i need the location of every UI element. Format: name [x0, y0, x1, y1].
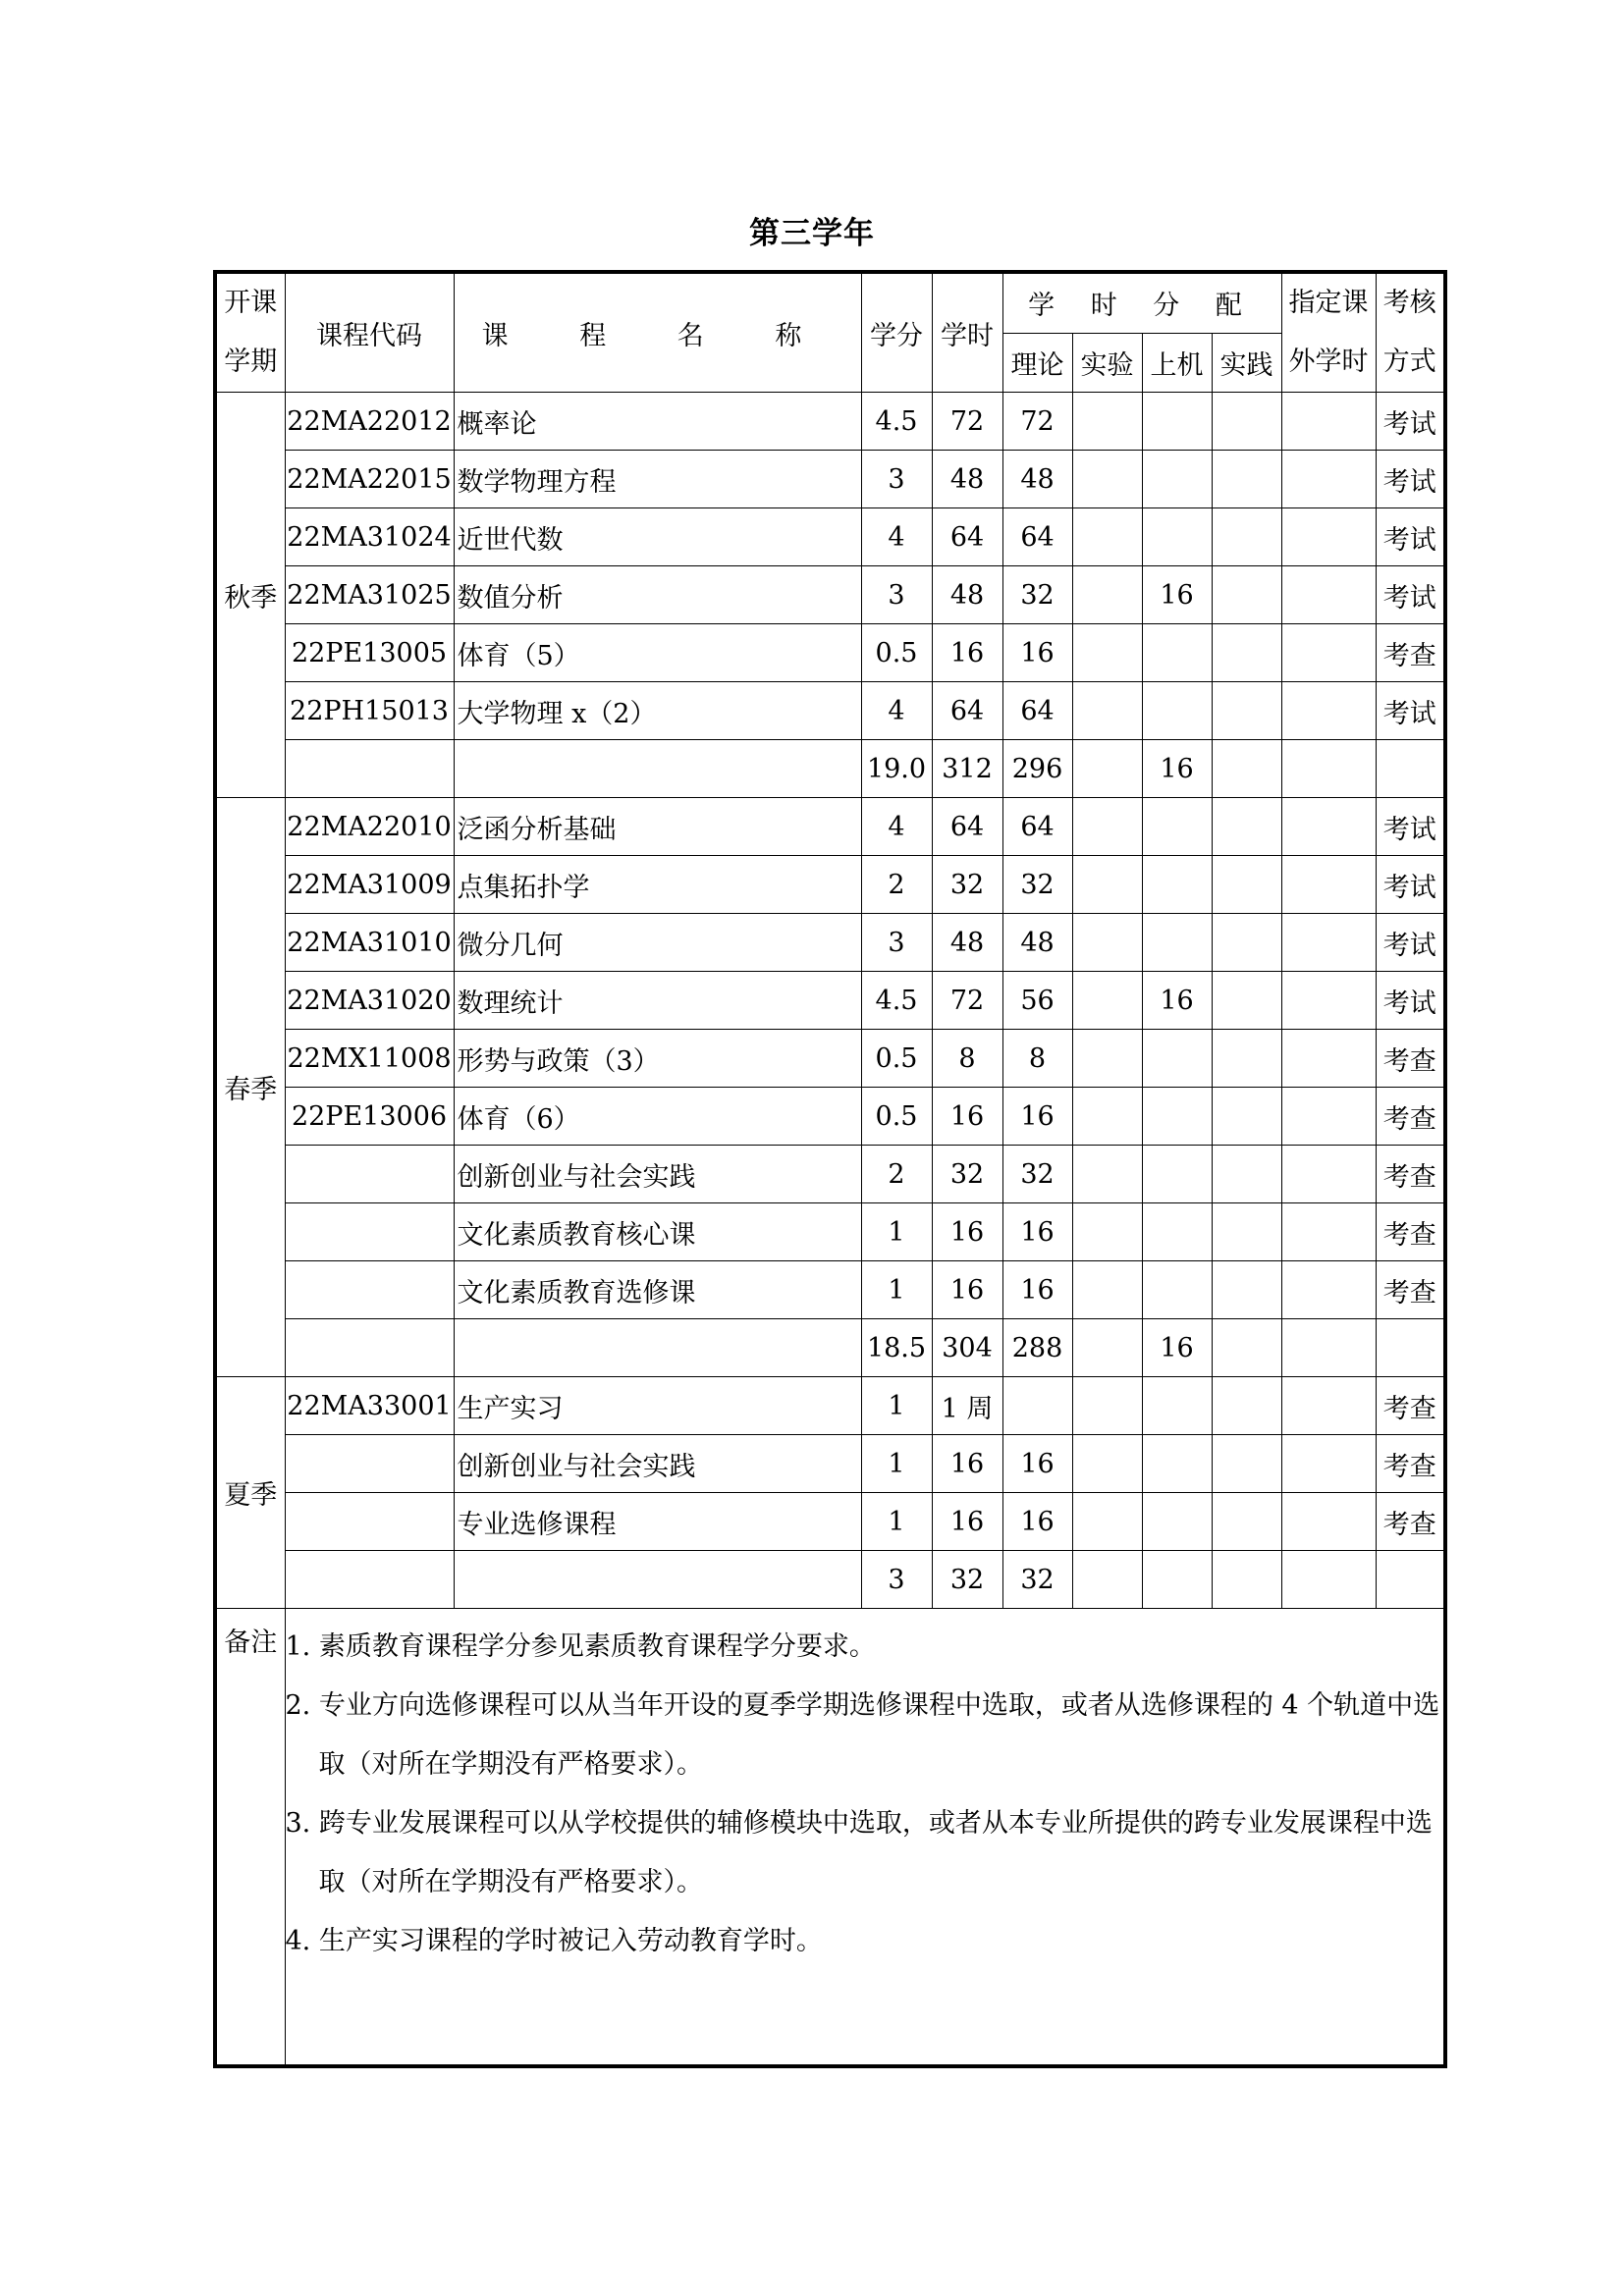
course-assessment: 考查 — [1376, 1088, 1445, 1146]
course-experiment — [1072, 1435, 1142, 1493]
course-extra — [1281, 566, 1376, 624]
course-credit: 3 — [861, 451, 932, 508]
course-code — [285, 1319, 454, 1377]
course-assessment: 考试 — [1376, 508, 1445, 566]
course-assessment — [1376, 1319, 1445, 1377]
course-theory: 16 — [1002, 1088, 1072, 1146]
course-hours: 32 — [932, 1146, 1002, 1203]
header-extra: 指定课外学时 — [1281, 272, 1376, 393]
course-theory: 288 — [1002, 1319, 1072, 1377]
course-credit: 3 — [861, 1551, 932, 1609]
course-computer — [1142, 508, 1212, 566]
course-name: 点集拓扑学 — [454, 856, 861, 914]
course-name: 体育（6） — [454, 1088, 861, 1146]
course-assessment — [1376, 1551, 1445, 1609]
course-code: 22PE13006 — [285, 1088, 454, 1146]
subtotal-row — [215, 740, 1445, 798]
table-row — [215, 393, 1445, 451]
course-practice — [1212, 1030, 1281, 1088]
course-code: 22MA31020 — [285, 972, 454, 1030]
course-practice — [1212, 451, 1281, 508]
course-computer — [1142, 624, 1212, 682]
note-item: 1. 素质教育课程学分参见素质教育课程学分要求。 — [285, 1631, 876, 1662]
course-computer — [1142, 682, 1212, 740]
course-theory: 48 — [1002, 914, 1072, 972]
course-credit: 4.5 — [861, 393, 932, 451]
course-code: 22MA33001 — [285, 1377, 454, 1435]
course-experiment — [1072, 972, 1142, 1030]
course-name: 泛函分析基础 — [454, 798, 861, 856]
table-row — [215, 914, 1445, 972]
course-practice — [1212, 1203, 1281, 1261]
course-extra — [1281, 508, 1376, 566]
course-experiment — [1072, 682, 1142, 740]
course-practice — [1212, 1493, 1281, 1551]
table-row — [215, 566, 1445, 624]
course-name: 体育（5） — [454, 624, 861, 682]
course-hours: 312 — [932, 740, 1002, 798]
course-practice — [1212, 508, 1281, 566]
course-practice — [1212, 1435, 1281, 1493]
header-experiment: 实验 — [1072, 333, 1142, 392]
course-extra — [1281, 1088, 1376, 1146]
table-row — [215, 1030, 1445, 1088]
course-hours: 32 — [932, 856, 1002, 914]
term-label: 夏季 — [215, 1377, 285, 1609]
table-row — [215, 1261, 1445, 1319]
course-hours: 16 — [932, 1088, 1002, 1146]
course-practice — [1212, 1319, 1281, 1377]
course-theory: 16 — [1002, 1435, 1072, 1493]
course-assessment: 考查 — [1376, 1146, 1445, 1203]
course-assessment — [1376, 740, 1445, 798]
course-experiment — [1072, 798, 1142, 856]
course-assessment: 考试 — [1376, 798, 1445, 856]
course-hours: 1 周 — [932, 1377, 1002, 1435]
course-theory: 48 — [1002, 451, 1072, 508]
course-theory — [1002, 1377, 1072, 1435]
course-theory: 16 — [1002, 1493, 1072, 1551]
course-assessment: 考试 — [1376, 856, 1445, 914]
course-experiment — [1072, 451, 1142, 508]
course-experiment — [1072, 740, 1142, 798]
course-computer: 16 — [1142, 566, 1212, 624]
course-theory: 64 — [1002, 798, 1072, 856]
course-credit: 3 — [861, 914, 932, 972]
course-computer — [1142, 393, 1212, 451]
course-extra — [1281, 972, 1376, 1030]
course-theory: 16 — [1002, 624, 1072, 682]
course-experiment — [1072, 1319, 1142, 1377]
table-row — [215, 798, 1445, 856]
course-credit: 3 — [861, 566, 932, 624]
course-name — [454, 1551, 861, 1609]
course-theory: 32 — [1002, 1146, 1072, 1203]
course-credit: 1 — [861, 1261, 932, 1319]
course-practice — [1212, 624, 1281, 682]
table-row — [215, 1377, 1445, 1435]
course-experiment — [1072, 1146, 1142, 1203]
course-credit: 19.0 — [861, 740, 932, 798]
course-practice — [1212, 1088, 1281, 1146]
note-item: 3. 跨专业发展课程可以从学校提供的辅修模块中选取，或者从本专业所提供的跨专业发展课程中选取（对所在学期没有严格要求）。 — [285, 1808, 1433, 1897]
table-row — [215, 508, 1445, 566]
course-code: 22MA31009 — [285, 856, 454, 914]
course-credit: 4 — [861, 682, 932, 740]
page-title: 第三学年 — [749, 216, 875, 251]
course-practice — [1212, 972, 1281, 1030]
course-theory: 296 — [1002, 740, 1072, 798]
course-credit: 0.5 — [861, 1030, 932, 1088]
table-row — [215, 856, 1445, 914]
course-extra — [1281, 1261, 1376, 1319]
course-experiment — [1072, 1261, 1142, 1319]
table-row — [215, 451, 1445, 508]
course-name — [454, 740, 861, 798]
course-hours: 16 — [932, 1261, 1002, 1319]
header-practice: 实践 — [1212, 333, 1281, 392]
notes-label: 备注 — [215, 1609, 285, 2066]
course-computer — [1142, 914, 1212, 972]
course-practice — [1212, 1146, 1281, 1203]
course-extra — [1281, 1551, 1376, 1609]
course-experiment — [1072, 1030, 1142, 1088]
course-hours: 72 — [932, 393, 1002, 451]
course-experiment — [1072, 856, 1142, 914]
course-name: 创新创业与社会实践 — [454, 1435, 861, 1493]
course-computer — [1142, 1551, 1212, 1609]
course-computer — [1142, 856, 1212, 914]
course-experiment — [1072, 1551, 1142, 1609]
course-computer — [1142, 1435, 1212, 1493]
header-term: 开课学期 — [215, 272, 285, 393]
course-name: 文化素质教育核心课 — [454, 1203, 861, 1261]
course-extra — [1281, 1030, 1376, 1088]
course-assessment: 考试 — [1376, 566, 1445, 624]
course-hours: 48 — [932, 566, 1002, 624]
table-row — [215, 1088, 1445, 1146]
course-credit: 1 — [861, 1435, 932, 1493]
header-hours: 学时 — [932, 272, 1002, 393]
course-assessment: 考试 — [1376, 972, 1445, 1030]
course-code: 22MA22015 — [285, 451, 454, 508]
course-experiment — [1072, 508, 1142, 566]
course-computer: 16 — [1142, 972, 1212, 1030]
course-credit: 4 — [861, 508, 932, 566]
note-item: 4. 生产实习课程的学时被记入劳动教育学时。 — [285, 1926, 823, 1956]
course-theory: 16 — [1002, 1261, 1072, 1319]
course-code: 22MA31025 — [285, 566, 454, 624]
course-code: 22MA31024 — [285, 508, 454, 566]
header-code: 课程代码 — [285, 272, 454, 393]
course-hours: 64 — [932, 682, 1002, 740]
course-code — [285, 1493, 454, 1551]
course-assessment: 考查 — [1376, 1261, 1445, 1319]
course-computer — [1142, 1377, 1212, 1435]
course-hours: 16 — [932, 1435, 1002, 1493]
course-practice — [1212, 393, 1281, 451]
course-hours: 64 — [932, 508, 1002, 566]
course-experiment — [1072, 1203, 1142, 1261]
course-hours: 48 — [932, 451, 1002, 508]
course-code: 22MA31010 — [285, 914, 454, 972]
course-name: 概率论 — [454, 393, 861, 451]
course-name: 数值分析 — [454, 566, 861, 624]
course-extra — [1281, 1377, 1376, 1435]
course-assessment: 考试 — [1376, 682, 1445, 740]
course-extra — [1281, 451, 1376, 508]
course-extra — [1281, 1146, 1376, 1203]
course-computer — [1142, 1088, 1212, 1146]
course-extra — [1281, 798, 1376, 856]
course-hours: 304 — [932, 1319, 1002, 1377]
table-row — [215, 1203, 1445, 1261]
course-theory: 32 — [1002, 856, 1072, 914]
course-assessment: 考试 — [1376, 393, 1445, 451]
course-credit: 18.5 — [861, 1319, 932, 1377]
course-experiment — [1072, 914, 1142, 972]
course-computer: 16 — [1142, 1319, 1212, 1377]
term-label: 春季 — [215, 798, 285, 1377]
course-hours: 32 — [932, 1551, 1002, 1609]
table-row — [215, 1493, 1445, 1551]
course-theory: 64 — [1002, 682, 1072, 740]
course-hours: 16 — [932, 1493, 1002, 1551]
course-practice — [1212, 914, 1281, 972]
course-experiment — [1072, 1377, 1142, 1435]
course-assessment: 考试 — [1376, 914, 1445, 972]
course-theory: 56 — [1002, 972, 1072, 1030]
course-code — [285, 1146, 454, 1203]
course-assessment: 考查 — [1376, 1377, 1445, 1435]
course-experiment — [1072, 393, 1142, 451]
course-practice — [1212, 740, 1281, 798]
course-practice — [1212, 682, 1281, 740]
course-name: 微分几何 — [454, 914, 861, 972]
table-row — [215, 1146, 1445, 1203]
course-computer — [1142, 1030, 1212, 1088]
header-credit: 学分 — [861, 272, 932, 393]
course-code — [285, 740, 454, 798]
course-computer — [1142, 451, 1212, 508]
course-extra — [1281, 1435, 1376, 1493]
header-theory: 理论 — [1002, 333, 1072, 392]
header-name: 课 程 名 称 — [454, 272, 861, 393]
course-name: 近世代数 — [454, 508, 861, 566]
course-name: 文化素质教育选修课 — [454, 1261, 861, 1319]
course-code — [285, 1551, 454, 1609]
course-assessment: 考试 — [1376, 451, 1445, 508]
course-computer — [1142, 1203, 1212, 1261]
course-experiment — [1072, 566, 1142, 624]
note-item: 2. 专业方向选修课程可以从当年开设的夏季学期选修课程中选取，或者从选修课程的 4 个轨道中选取（对所在学期没有严格要求）。 — [285, 1690, 1440, 1780]
course-name: 创新创业与社会实践 — [454, 1146, 861, 1203]
table-row — [215, 624, 1445, 682]
course-hours: 16 — [932, 624, 1002, 682]
course-hours: 8 — [932, 1030, 1002, 1088]
course-theory: 32 — [1002, 1551, 1072, 1609]
course-extra — [1281, 1203, 1376, 1261]
course-computer — [1142, 798, 1212, 856]
course-assessment: 考查 — [1376, 1203, 1445, 1261]
course-name: 大学物理 x（2） — [454, 682, 861, 740]
course-theory: 64 — [1002, 508, 1072, 566]
course-code: 22MA22010 — [285, 798, 454, 856]
course-hours: 48 — [932, 914, 1002, 972]
table-row — [215, 682, 1445, 740]
header-allocation: 学 时 分 配 — [1002, 272, 1281, 333]
course-credit: 0.5 — [861, 1088, 932, 1146]
course-hours: 64 — [932, 798, 1002, 856]
course-practice — [1212, 1261, 1281, 1319]
course-assessment: 考查 — [1376, 1493, 1445, 1551]
course-code: 22MX11008 — [285, 1030, 454, 1088]
term-label: 秋季 — [215, 393, 285, 798]
course-theory: 72 — [1002, 393, 1072, 451]
course-assessment: 考查 — [1376, 1435, 1445, 1493]
course-experiment — [1072, 1088, 1142, 1146]
course-credit: 0.5 — [861, 624, 932, 682]
notes-list — [285, 1609, 1445, 2066]
course-name: 专业选修课程 — [454, 1493, 861, 1551]
course-experiment — [1072, 624, 1142, 682]
course-extra — [1281, 1319, 1376, 1377]
course-extra — [1281, 856, 1376, 914]
course-computer — [1142, 1146, 1212, 1203]
course-code: 22PE13005 — [285, 624, 454, 682]
course-credit: 1 — [861, 1203, 932, 1261]
header-computer: 上机 — [1142, 333, 1212, 392]
course-extra — [1281, 740, 1376, 798]
course-practice — [1212, 1377, 1281, 1435]
course-hours: 72 — [932, 972, 1002, 1030]
course-extra — [1281, 1493, 1376, 1551]
course-practice — [1212, 798, 1281, 856]
course-theory: 8 — [1002, 1030, 1072, 1088]
course-practice — [1212, 1551, 1281, 1609]
course-name — [454, 1319, 861, 1377]
subtotal-row — [215, 1551, 1445, 1609]
table-row — [215, 1435, 1445, 1493]
header-assessment: 考核方式 — [1376, 272, 1445, 393]
course-credit: 4 — [861, 798, 932, 856]
course-computer — [1142, 1261, 1212, 1319]
course-computer — [1142, 1493, 1212, 1551]
course-assessment: 考查 — [1376, 624, 1445, 682]
table-row — [215, 972, 1445, 1030]
course-name: 生产实习 — [454, 1377, 861, 1435]
course-extra — [1281, 393, 1376, 451]
course-credit: 1 — [861, 1493, 932, 1551]
course-computer: 16 — [1142, 740, 1212, 798]
course-rows — [215, 393, 1445, 1609]
course-extra — [1281, 914, 1376, 972]
course-code — [285, 1435, 454, 1493]
course-plan-table — [213, 270, 1447, 2068]
course-practice — [1212, 566, 1281, 624]
course-extra — [1281, 682, 1376, 740]
course-code: 22MA22012 — [285, 393, 454, 451]
course-credit: 2 — [861, 856, 932, 914]
course-hours: 16 — [932, 1203, 1002, 1261]
course-credit: 1 — [861, 1377, 932, 1435]
course-experiment — [1072, 1493, 1142, 1551]
course-name: 数理统计 — [454, 972, 861, 1030]
course-credit: 2 — [861, 1146, 932, 1203]
course-code — [285, 1203, 454, 1261]
course-code: 22PH15013 — [285, 682, 454, 740]
course-name: 数学物理方程 — [454, 451, 861, 508]
course-credit: 4.5 — [861, 972, 932, 1030]
subtotal-row — [215, 1319, 1445, 1377]
course-extra — [1281, 624, 1376, 682]
course-code — [285, 1261, 454, 1319]
course-assessment: 考查 — [1376, 1030, 1445, 1088]
course-practice — [1212, 856, 1281, 914]
course-theory: 32 — [1002, 566, 1072, 624]
course-theory: 16 — [1002, 1203, 1072, 1261]
course-name: 形势与政策（3） — [454, 1030, 861, 1088]
